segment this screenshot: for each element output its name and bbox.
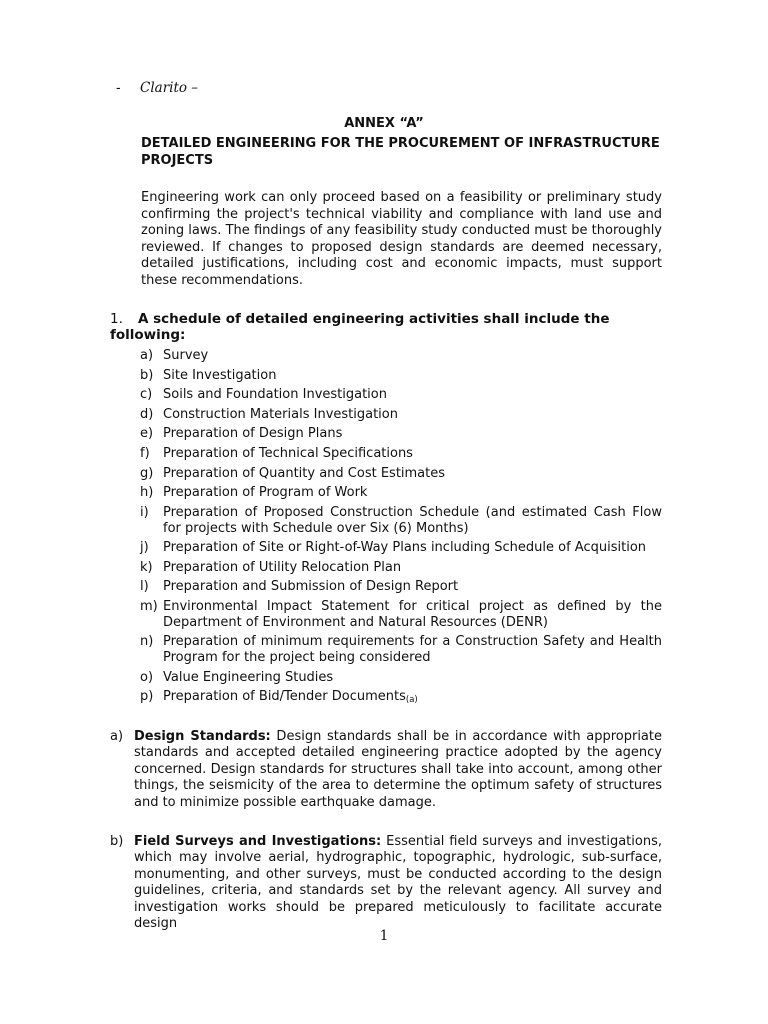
list-marker: o) bbox=[140, 669, 154, 685]
list-item bbox=[140, 466, 662, 482]
list-marker: f) bbox=[140, 445, 150, 461]
list-marker: j) bbox=[140, 540, 149, 556]
list-item bbox=[140, 599, 662, 631]
list-marker: d) bbox=[140, 406, 154, 422]
list-marker: k) bbox=[140, 559, 153, 575]
list-item bbox=[140, 387, 662, 403]
list-item-text: Preparation of Program of Work bbox=[163, 485, 368, 501]
running-header bbox=[116, 80, 198, 96]
list-item-text-main: Preparation of Bid/Tender Documents bbox=[163, 689, 406, 705]
list-item bbox=[140, 505, 662, 537]
paragraph-body bbox=[134, 834, 662, 932]
list-item-text: Preparation of Technical Specifications bbox=[163, 445, 413, 461]
list-item-text: Preparation of minimum requirements for a Construction Safety and Health Program for the project being considered bbox=[163, 634, 662, 666]
paragraph-marker: a) bbox=[110, 729, 124, 744]
document-title: DETAILED ENGINEERING FOR THE PROCUREMENT OF INFRASTRUCTURE PROJECTS bbox=[141, 136, 660, 168]
list-item-text: Preparation and Submission of Design Report bbox=[163, 579, 459, 595]
design-standards-paragraph bbox=[110, 729, 662, 811]
header-text: Clarito – bbox=[140, 80, 199, 96]
list-item-text bbox=[163, 689, 662, 709]
list-marker: m) bbox=[140, 598, 158, 614]
list-item bbox=[140, 446, 662, 462]
field-surveys-paragraph bbox=[110, 834, 662, 932]
list-marker: h) bbox=[140, 485, 154, 501]
section-heading-text: A schedule of detailed engineering activities shall include the following: bbox=[110, 311, 610, 343]
list-item-text: Preparation of Utility Relocation Plan bbox=[163, 559, 402, 575]
paragraph-text: Design standards shall be in accordance with appropriate standards and accepted detailed engineering practice adopted by the agency concerned. Design standards for structures shall take into account, among other things, the seismicity of the area to determine the optimum safety of structures and to minimize possible earthquake damage. bbox=[134, 729, 662, 810]
paragraph-body bbox=[134, 729, 662, 811]
annex-title: ANNEX “A” bbox=[344, 116, 424, 131]
list-marker: l) bbox=[140, 579, 149, 595]
list-marker: b) bbox=[140, 367, 154, 383]
list-item-text: Environmental Impact Statement for critical project as defined by the Department of Environment and Natural Resources (DENR) bbox=[163, 598, 662, 630]
paragraph-lead: Design Standards: bbox=[134, 729, 271, 744]
list-item-text: Preparation of Site or Right-of-Way Plans including Schedule of Acquisition bbox=[163, 540, 647, 556]
list-item bbox=[140, 634, 662, 666]
list-item bbox=[140, 670, 662, 686]
intro-paragraph: Engineering work can only proceed based on a feasibility or preliminary study confirming the project's technical viability and compliance with land use and zoning laws. The findings of any feasibility study conducted must be thoroughly reviewed. If changes to proposed design standards are deemed necessary, detailed justifications, including cost and economic impacts, must support these recommendations. bbox=[141, 190, 662, 288]
list-item-text: Soils and Foundation Investigation bbox=[163, 387, 387, 403]
list-item-text: Construction Materials Investigation bbox=[163, 406, 398, 422]
list-item bbox=[140, 348, 662, 364]
list-marker: p) bbox=[140, 689, 154, 705]
activity-list bbox=[140, 348, 662, 713]
list-marker: n) bbox=[140, 634, 154, 650]
section-number: 1. bbox=[110, 311, 123, 327]
list-item bbox=[140, 485, 662, 501]
list-marker: c) bbox=[140, 387, 153, 403]
list-item-text: Preparation of Design Plans bbox=[163, 426, 343, 442]
list-marker: i) bbox=[140, 504, 149, 520]
list-item-text: Preparation of Quantity and Cost Estimates bbox=[163, 465, 446, 481]
paragraph-lead: Field Surveys and Investigations: bbox=[134, 834, 382, 849]
footnote-ref: (a) bbox=[405, 695, 418, 706]
list-item bbox=[140, 368, 662, 384]
list-item bbox=[140, 426, 662, 442]
list-item bbox=[140, 540, 662, 556]
list-item-text: Value Engineering Studies bbox=[163, 669, 334, 685]
paragraph-marker: b) bbox=[110, 834, 124, 849]
list-marker: a) bbox=[140, 348, 154, 363]
list-item bbox=[140, 407, 662, 423]
page-number: 1 bbox=[379, 928, 389, 944]
list-item bbox=[140, 560, 662, 576]
list-item bbox=[140, 579, 662, 595]
list-item-text: Site Investigation bbox=[163, 367, 277, 383]
list-item-text: Preparation of Proposed Construction Schedule (and estimated Cash Flow for projects with Schedule over Six (6) Months) bbox=[163, 504, 662, 536]
section-heading bbox=[110, 311, 670, 343]
list-marker: g) bbox=[140, 465, 154, 481]
header-dash: - bbox=[116, 80, 121, 96]
list-item bbox=[140, 689, 662, 709]
paragraph-text: Essential field surveys and investigations, which may involve aerial, hydrographic, topographic, hydrologic, sub-surface, monumenting, and other surveys, must be conducted according to the design guidelines, criteria, and standards set by the relevant agency. All survey and investigation works should be prepared meticulously to facilitate accurate design bbox=[134, 834, 662, 932]
list-item-text: Survey bbox=[163, 348, 209, 363]
list-marker: e) bbox=[140, 426, 154, 442]
